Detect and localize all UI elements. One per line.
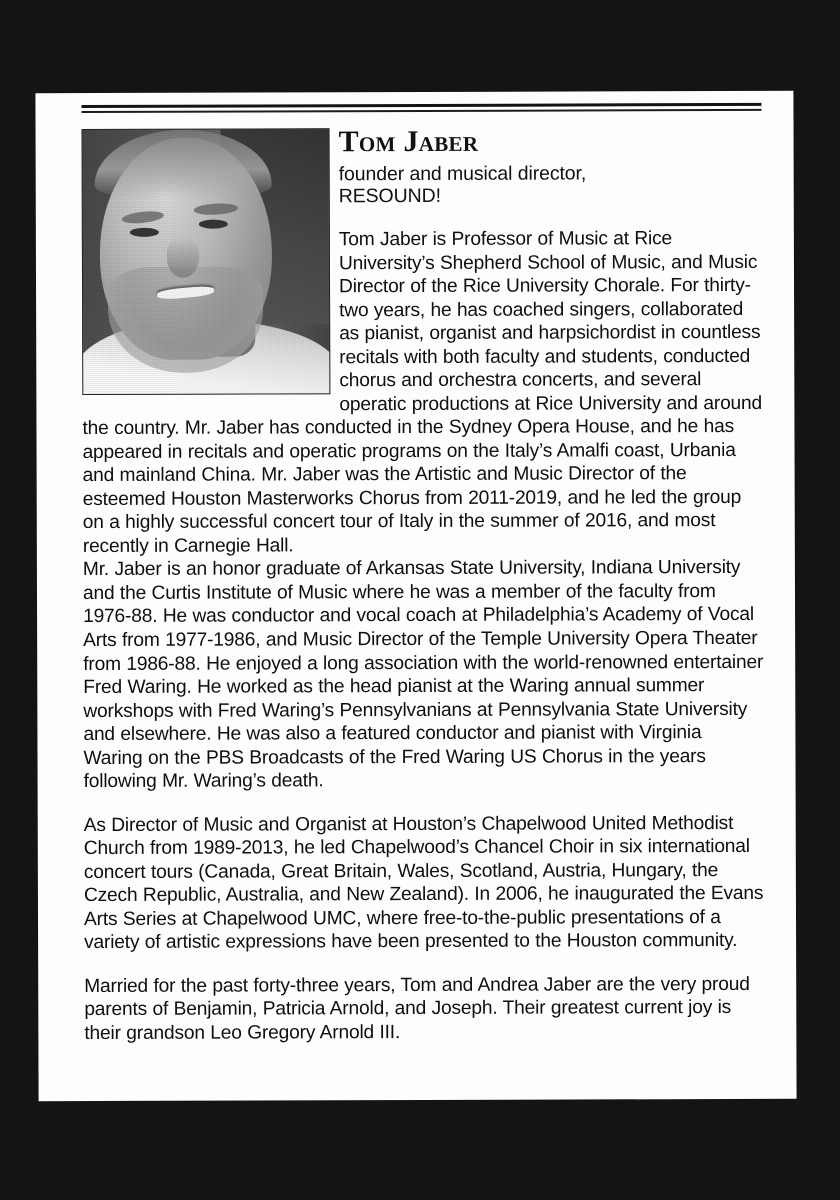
bio-paragraph: Tom Jaber is Professor of Music at Rice University’s Shepherd School of Music, and Music Director of the Rice University Chorale. For thirty-two years, he has coached singers, collaborated as pianist, organist and harpsichordist in countless recitals with both faculty and students, conducted chorus and orchestra concerts, and several operatic productions at Rice University and around the country. Mr. Jaber has conducted in the Sydney Opera House, and he has appeared in recitals and operatic programs on the Italy’s Amalfi coast, Urbania and mainland China. Mr. Jaber was the Artistic and Music Director of the esteemed Houston Masterworks Chorus from 2011-2019, and he led the group on a highly successful concert tour of Italy in the summer of 2016, and most recently in Carnegie Hall. xyxy=(82,228,763,557)
portrait-photo xyxy=(82,128,331,395)
rule-thick-line xyxy=(81,103,761,108)
bio-paragraph: As Director of Music and Organist at Houston’s Chapelwood United Methodist Church from 1989-2013, he led Chapelwood’s Chancel Choir in six international concert tours (Canada, Great Britain, Wales, Scotland, Austria, Hungary, the Czech Republic, Australia, and New Zealand). In 2006, he inaugurated the Evans Arts Series at Chapelwood UMC, where free-to-the-public presentations of a variety of artistic expressions have been presented to the Houston community. xyxy=(83,812,764,954)
bio-paragraph: Mr. Jaber is an honor graduate of Arkansas State University, Indiana University and the Curtis Institute of Music where he was a member of the faculty from 1976-88. He was conductor and vocal coach at Philadelphia’s Academy of Vocal Arts from 1977-1986, and Music Director of the Temple University Opera Theater from 1986-88. He enjoyed a long association with the world-renowned entertainer Fred Waring. He worked as the head pianist at the Waring annual summer workshops with Fred Waring’s Pennsylvanians at Pennsylvania State University and elsewhere. He was also a featured conductor and pianist with Virginia Waring on the PBS Broadcasts of the Fred Waring US Chorus in the years following Mr. Waring’s death. xyxy=(82,557,764,793)
scanned-page xyxy=(35,91,796,1101)
header-double-rule xyxy=(81,103,761,114)
rule-thin-line xyxy=(81,109,761,113)
photo-halftone-grain xyxy=(83,129,330,394)
bio-paragraph: Married for the past forty-three years, Tom and Andrea Jaber are the very proud parents of Benjamin, Patricia Arnold, and Joseph. Their greatest current joy is their grandson Leo Gregory Arnold III. xyxy=(84,973,750,1044)
page-title: Tom Jaber xyxy=(338,124,479,159)
subtitle-role: founder and musical director, RESOUND! xyxy=(338,162,587,208)
header-block xyxy=(82,126,763,559)
page-content-area xyxy=(81,103,764,1085)
